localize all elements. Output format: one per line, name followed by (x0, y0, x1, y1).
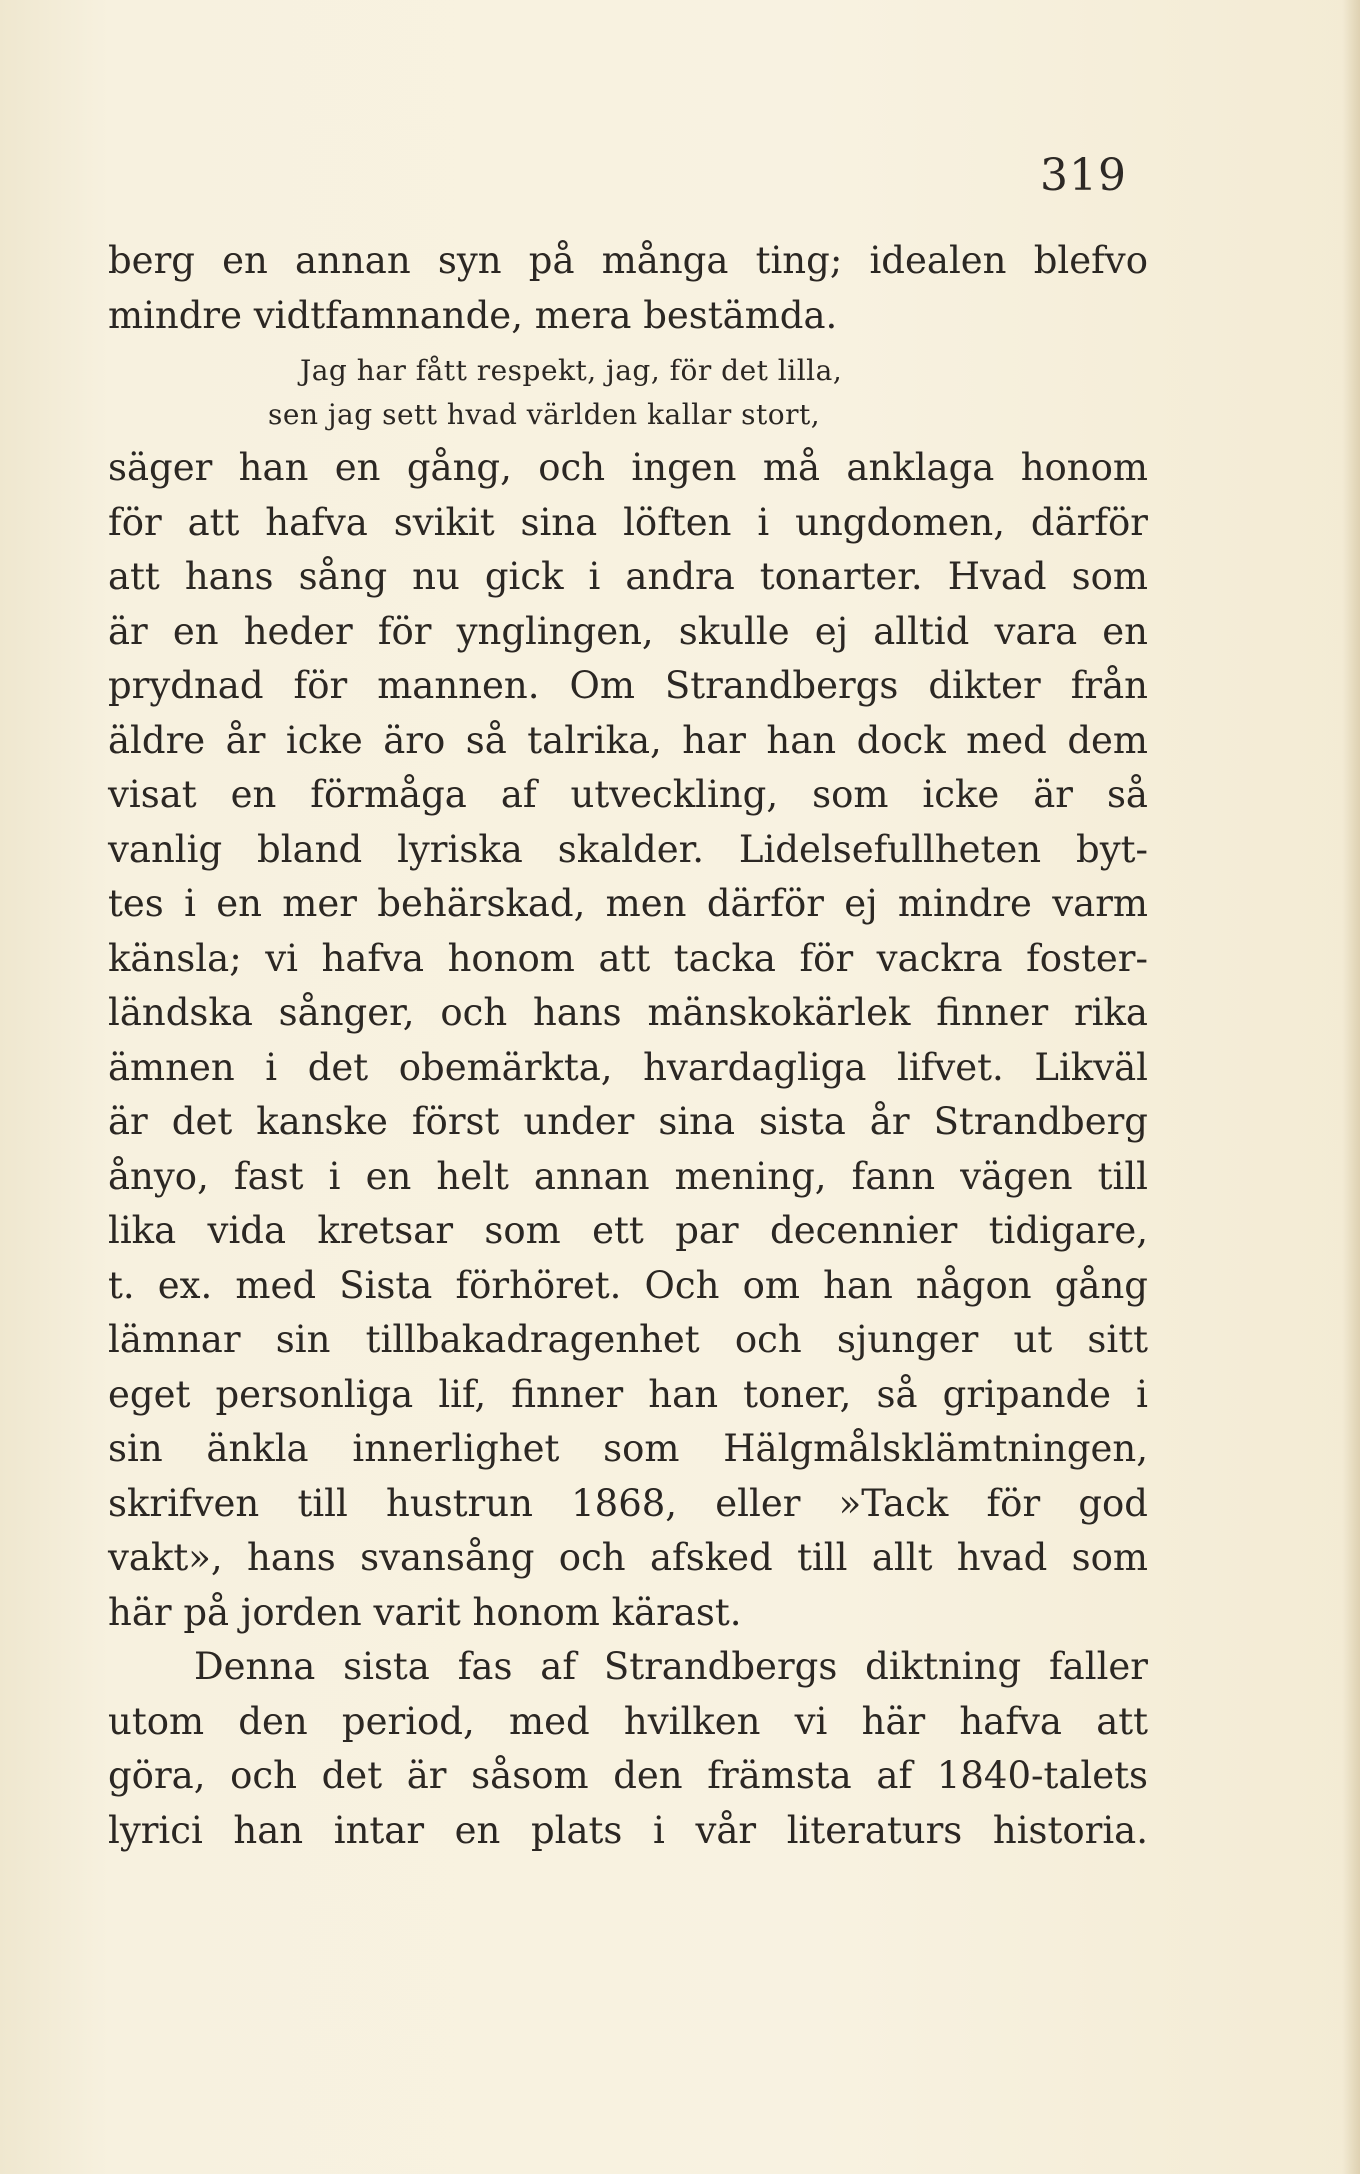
text-line: sin änkla innerlighet som Hälgmålsklämtningen, (108, 1427, 1148, 1470)
text-line: lyrici han intar en plats i vår literaturs historia. (108, 1808, 1148, 1852)
text-line: tes i en mer behärskad, men därför ej mindre varm (108, 882, 1148, 925)
text-line: Denna sista fas af Strandbergs diktning faller (194, 1645, 1148, 1688)
text-line: mindre vidtfamnande, mera bestämda. (108, 293, 838, 337)
page-edge-shadow (1342, 0, 1360, 2174)
text-line: äldre år icke äro så talrika, har han dock med dem (108, 718, 1148, 762)
body-text (108, 234, 1148, 1858)
verse-quote-line: sen jag sett hvad världen kallar stort, (268, 398, 821, 431)
text-line: känsla; vi hafva honom att tacka för vackra foster- (108, 936, 1148, 980)
text-line: lämnar sin tillbakadragenhet och sjunger ut sitt (108, 1318, 1148, 1361)
paragraph (108, 441, 1148, 1640)
text-line: för att hafva svikit sina löften i ungdomen, därför (108, 500, 1148, 544)
text-line: ämnen i det obemärkta, hvardagliga lifvet. Likväl (108, 1045, 1148, 1089)
text-line: göra, och det är såsom den främsta af 1840-talets (108, 1754, 1148, 1797)
text-line: vanlig bland lyriska skalder. Lidelsefullheten byt- (108, 827, 1148, 871)
text-line: prydnad för mannen. Om Strandbergs dikter från (108, 664, 1148, 707)
text-line: är det kanske först under sina sista år Strandberg (108, 1100, 1148, 1143)
text-line: här på jorden varit honom kärast. (108, 1590, 742, 1634)
text-line: eget personliga lif, finner han toner, så gripande i (108, 1372, 1148, 1416)
text-line: säger han en gång, och ingen må anklaga honom (108, 446, 1148, 489)
text-line: att hans sång nu gick i andra tonarter. Hvad som (108, 555, 1148, 598)
paragraph (108, 1640, 1148, 1858)
text-line: visat en förmåga af utveckling, som icke är så (108, 773, 1148, 816)
text-line: utom den period, med hvilken vi här hafva att (108, 1699, 1148, 1743)
text-line: berg en annan syn på många ting; idealen blefvo (108, 239, 1148, 282)
text-line: lika vida kretsar som ett par decennier tidigare, (108, 1209, 1148, 1252)
text-line: skrifven till hustrun 1868, eller »Tack för god (108, 1481, 1148, 1525)
page-number: 319 (1040, 150, 1127, 201)
verse-quote-line: Jag har fått respekt, jag, för det lilla, (300, 354, 843, 387)
text-line: ländska sånger, och hans mänskokärlek finner rika (108, 991, 1148, 1034)
text-line: är en heder för ynglingen, skulle ej alltid vara en (108, 609, 1148, 653)
text-line: vakt», hans svansång och afsked till allt hvad som (108, 1536, 1148, 1579)
text-line: t. ex. med Sista förhöret. Och om han någon gång (108, 1263, 1148, 1307)
text-line: ånyo, fast i en helt annan mening, fann vägen till (108, 1154, 1148, 1198)
